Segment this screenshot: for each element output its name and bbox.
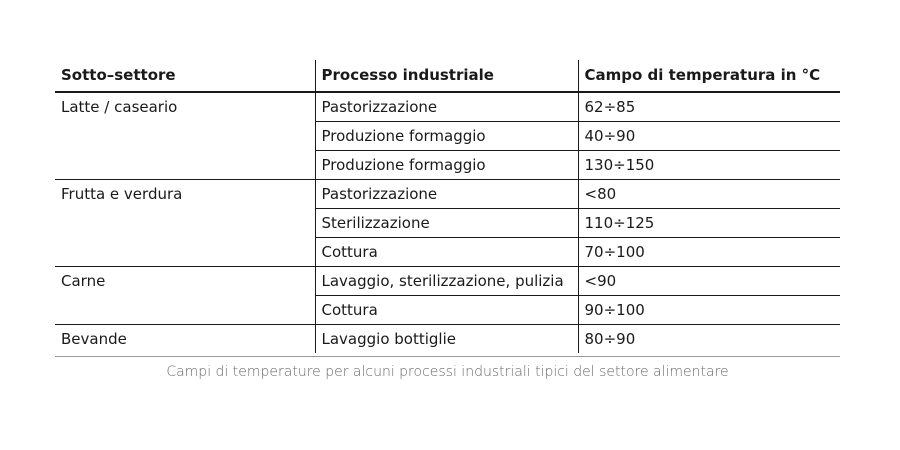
table-row — [55, 180, 840, 209]
sector-cell: Latte / caseario — [55, 92, 315, 180]
header-process: Processo industriale — [315, 60, 578, 92]
process-cell: Pastorizzazione — [315, 92, 578, 122]
process-cell: Sterilizzazione — [315, 209, 578, 238]
process-cell: Lavaggio, sterilizzazione, pulizia — [315, 267, 578, 296]
range-cell: <90 — [578, 267, 840, 296]
range-cell: 90÷100 — [578, 296, 840, 325]
table-header-row — [55, 60, 840, 92]
process-cell: Produzione formaggio — [315, 151, 578, 180]
range-cell: 80÷90 — [578, 325, 840, 354]
range-cell: 62÷85 — [578, 92, 840, 122]
sector-cell: Frutta e verdura — [55, 180, 315, 267]
range-cell: 110÷125 — [578, 209, 840, 238]
table-row — [55, 267, 840, 296]
process-cell: Cottura — [315, 296, 578, 325]
temperature-table-container — [55, 60, 840, 353]
table-row — [55, 325, 840, 354]
sector-cell: Bevande — [61, 330, 127, 348]
range-cell: 40÷90 — [578, 122, 840, 151]
caption-divider — [55, 356, 840, 357]
process-cell: Cottura — [315, 238, 578, 267]
table-caption: Campi di temperature per alcuni processi industriali tipici del settore alimentare — [166, 364, 729, 380]
header-sub-sector: Sotto–settore — [55, 60, 315, 92]
header-temperature-range: Campo di temperatura in °C — [578, 60, 840, 92]
process-cell: Produzione formaggio — [315, 122, 578, 151]
process-cell: Lavaggio bottiglie — [315, 325, 578, 354]
range-cell: <80 — [578, 180, 840, 209]
sector-cell: Carne — [55, 267, 315, 325]
temperature-table — [55, 60, 840, 353]
range-cell: 70÷100 — [578, 238, 840, 267]
table-row — [55, 92, 840, 122]
range-cell: 130÷150 — [578, 151, 840, 180]
process-cell: Pastorizzazione — [315, 180, 578, 209]
